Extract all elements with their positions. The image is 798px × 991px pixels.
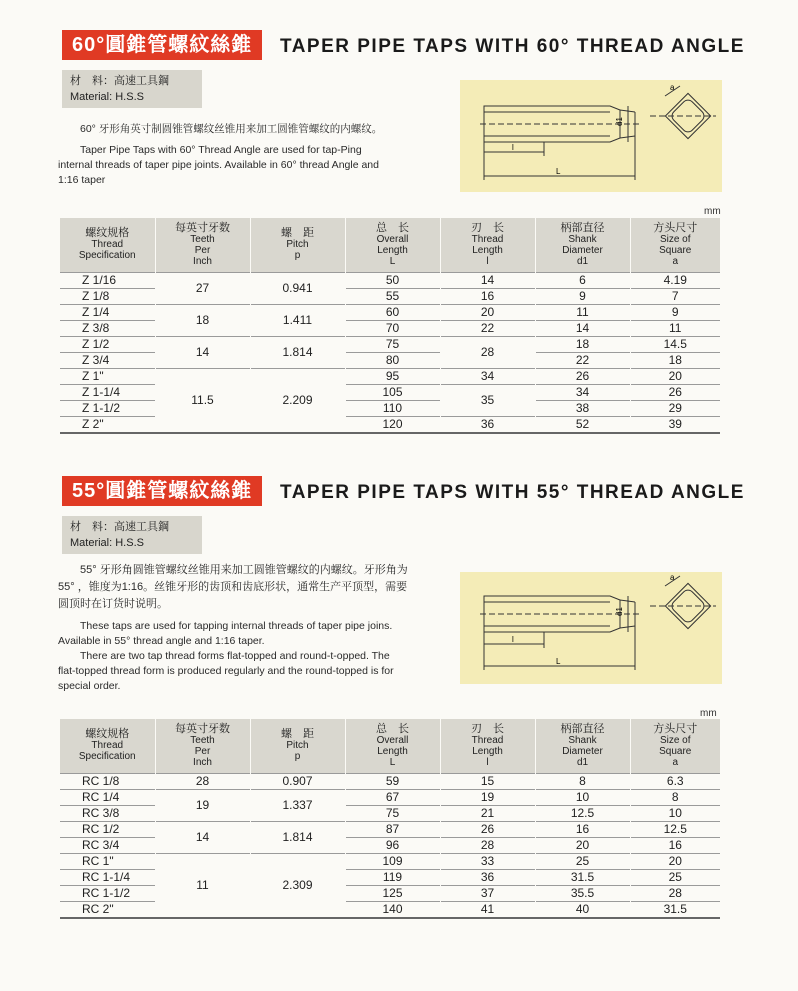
- column-header: [155, 218, 250, 272]
- cell-teeth: 14: [155, 336, 250, 368]
- header-line-cn: 螺纹规格: [85, 728, 130, 741]
- section2-unit: mm: [700, 708, 717, 719]
- cell-d1: 20: [535, 837, 630, 853]
- cell-l: 20: [440, 304, 535, 320]
- section2-diagram: [460, 572, 722, 684]
- header-line-cn: 刃 长: [471, 722, 504, 735]
- header-line-en: Thread: [471, 233, 504, 245]
- header-line-en: Thread: [471, 734, 504, 746]
- cell-d1: 10: [535, 789, 630, 805]
- section2-heading: TAPER PIPE TAPS WITH 55° THREAD ANGLE: [280, 482, 745, 503]
- cell-L: 109: [345, 853, 440, 869]
- cell-l: 15: [440, 773, 535, 789]
- cell-l: 14: [440, 272, 535, 288]
- header-line-en: Teeth: [190, 734, 215, 746]
- material-en: Material: H.S.S: [70, 91, 144, 103]
- header-line-sym: p: [294, 250, 301, 262]
- cell-a: 25: [630, 869, 720, 885]
- cell-a: 12.5: [630, 821, 720, 837]
- cell-l: 28: [440, 837, 535, 853]
- table-row: [60, 821, 720, 837]
- section2-spec-table: [60, 719, 720, 919]
- section1-description: [58, 122, 398, 194]
- cell-a: 20: [630, 853, 720, 869]
- cell-L: 50: [345, 272, 440, 288]
- header-line-sym: a: [672, 756, 679, 768]
- cell-L: 95: [345, 368, 440, 384]
- cell-l: 35: [440, 384, 535, 416]
- cell-L: 80: [345, 352, 440, 368]
- header-line-cn: 方头尺寸: [653, 221, 698, 234]
- cell-L: 120: [345, 416, 440, 433]
- column-header: [345, 218, 440, 272]
- cell-d1: 38: [535, 400, 630, 416]
- cell-teeth: 18: [155, 304, 250, 336]
- cell-spec: Z 1-1/4: [60, 384, 155, 400]
- cell-d1: 25: [535, 853, 630, 869]
- diagram-label-l: l: [512, 635, 514, 644]
- section1-diagram: [460, 80, 722, 192]
- cell-d1: 22: [535, 352, 630, 368]
- cell-l: 16: [440, 288, 535, 304]
- column-header: [440, 719, 535, 773]
- description-en-1: These taps are used for tapping internal threads of taper pipe joins. Available in 55° thread angle and 1:16 taper.: [58, 620, 393, 647]
- header-line-en: Teeth: [190, 233, 215, 245]
- cell-spec: RC 1/4: [60, 789, 155, 805]
- header-line-sym: L: [389, 255, 396, 267]
- section1-spec-table: [60, 218, 720, 434]
- cell-pitch: 0.941: [250, 272, 345, 304]
- header-line-cn: 方头尺寸: [653, 722, 698, 735]
- cell-a: 4.19: [630, 272, 720, 288]
- section1-heading: TAPER PIPE TAPS WITH 60° THREAD ANGLE: [280, 36, 745, 57]
- cell-d1: 12.5: [535, 805, 630, 821]
- header-line-sym: p: [294, 751, 301, 763]
- material-en: Material: H.S.S: [70, 537, 144, 549]
- header-line-en: Overall: [376, 233, 409, 245]
- column-header: [630, 218, 720, 272]
- cell-a: 18: [630, 352, 720, 368]
- cell-spec: Z 2": [60, 416, 155, 433]
- cell-a: 14.5: [630, 336, 720, 352]
- header-line-en: Overall: [376, 734, 409, 746]
- cell-teeth: 27: [155, 272, 250, 304]
- header-line-sym: d1: [576, 756, 589, 768]
- cell-l: 21: [440, 805, 535, 821]
- cell-l: 26: [440, 821, 535, 837]
- table-row: [60, 853, 720, 869]
- cell-teeth: 28: [155, 773, 250, 789]
- header-line-en: Size of: [659, 233, 691, 245]
- description-cn: 60° 牙形角英寸制圆锥管螺纹丝锥用来加工圆锥管螺纹的内螺纹。: [80, 123, 383, 135]
- cell-a: 7: [630, 288, 720, 304]
- cell-L: 55: [345, 288, 440, 304]
- cell-a: 29: [630, 400, 720, 416]
- column-header: [440, 218, 535, 272]
- header-line-en: Pitch: [286, 740, 309, 752]
- table-row: [60, 789, 720, 805]
- header-line-en2: Length: [377, 244, 408, 256]
- cell-L: 67: [345, 789, 440, 805]
- header-line-sym: L: [389, 756, 396, 768]
- column-header: [535, 719, 630, 773]
- header-line-sym: Inch: [193, 756, 212, 768]
- header-line-en: Shank: [568, 233, 597, 245]
- cell-L: 70: [345, 320, 440, 336]
- cell-pitch: 1.337: [250, 789, 345, 821]
- cell-d1: 6: [535, 272, 630, 288]
- column-header: [345, 719, 440, 773]
- cell-spec: Z 1-1/2: [60, 400, 155, 416]
- description-en-2: There are two tap thread forms flat-topped and round-t-opped. The flat-topped thread form is produced regularly and the round-topped is for special order.: [58, 650, 394, 692]
- header-line-en2: Per: [194, 745, 211, 757]
- diagram-label-l: l: [512, 143, 514, 152]
- cell-a: 11: [630, 320, 720, 336]
- cell-a: 39: [630, 416, 720, 433]
- cell-spec: RC 1/8: [60, 773, 155, 789]
- cell-pitch: 1.814: [250, 821, 345, 853]
- cell-l: 37: [440, 885, 535, 901]
- section2-material-box: [62, 516, 202, 554]
- header-line-sym: Inch: [193, 255, 212, 267]
- header-line-sym: l: [486, 255, 489, 267]
- cell-l: 41: [440, 901, 535, 918]
- cell-d1: 8: [535, 773, 630, 789]
- header-line-cn: 螺 距: [281, 227, 314, 240]
- cell-a: 16: [630, 837, 720, 853]
- cell-pitch: 2.309: [250, 853, 345, 918]
- column-header: [60, 218, 155, 272]
- cell-l: 28: [440, 336, 535, 368]
- section1-badge: 60°圓錐管螺紋絲錐: [62, 30, 262, 60]
- cell-spec: RC 2": [60, 901, 155, 918]
- cell-l: 34: [440, 368, 535, 384]
- header-line-en2: Length: [377, 745, 408, 757]
- cell-spec: Z 1/2: [60, 336, 155, 352]
- diagram-label-L: L: [556, 657, 561, 666]
- header-line-en2: Diameter: [562, 745, 603, 757]
- tap-drawing: [460, 80, 722, 192]
- column-header: [630, 719, 720, 773]
- cell-spec: RC 1-1/2: [60, 885, 155, 901]
- material-cn: 材 料：高速工具鋼: [70, 75, 169, 87]
- cell-L: 110: [345, 400, 440, 416]
- header-line-en2: Specification: [78, 751, 136, 763]
- cell-pitch: 1.814: [250, 336, 345, 368]
- cell-a: 20: [630, 368, 720, 384]
- column-header: [535, 218, 630, 272]
- cell-spec: Z 1/4: [60, 304, 155, 320]
- header-line-cn: 柄部直径: [560, 722, 605, 735]
- diagram-label-d1: d1: [615, 117, 624, 126]
- cell-L: 140: [345, 901, 440, 918]
- header-line-sym: a: [672, 255, 679, 267]
- diagram-label-a: a: [670, 573, 675, 582]
- section1-unit: mm: [704, 206, 721, 217]
- header-line-cn: 每英寸牙数: [175, 722, 230, 735]
- cell-d1: 14: [535, 320, 630, 336]
- cell-teeth: 14: [155, 821, 250, 853]
- header-line-en: Pitch: [286, 239, 309, 251]
- cell-a: 28: [630, 885, 720, 901]
- cell-spec: Z 1/16: [60, 272, 155, 288]
- header-line-en: Thread: [91, 239, 124, 251]
- material-cn: 材 料：高速工具鋼: [70, 521, 169, 533]
- table-row: [60, 304, 720, 320]
- cell-d1: 35.5: [535, 885, 630, 901]
- cell-L: 125: [345, 885, 440, 901]
- cell-spec: RC 1": [60, 853, 155, 869]
- cell-pitch: 2.209: [250, 368, 345, 433]
- section2-badge: 55°圓錐管螺紋絲錐: [62, 476, 262, 506]
- header-line-cn: 总 长: [376, 722, 409, 735]
- header-line-cn: 总 长: [376, 221, 409, 234]
- cell-L: 96: [345, 837, 440, 853]
- cell-spec: RC 1/2: [60, 821, 155, 837]
- cell-spec: Z 3/8: [60, 320, 155, 336]
- cell-a: 8: [630, 789, 720, 805]
- cell-L: 59: [345, 773, 440, 789]
- header-line-sym: d1: [576, 255, 589, 267]
- cell-spec: Z 1": [60, 368, 155, 384]
- table-row: [60, 336, 720, 352]
- cell-d1: 16: [535, 821, 630, 837]
- cell-L: 87: [345, 821, 440, 837]
- header-line-en2: Length: [472, 745, 503, 757]
- diagram-label-a: a: [670, 83, 675, 92]
- header-line-sym: l: [486, 756, 489, 768]
- header-line-cn: 螺纹规格: [85, 227, 130, 240]
- header-line-en2: Per: [194, 244, 211, 256]
- header-line-en2: Specification: [78, 250, 136, 262]
- cell-d1: 9: [535, 288, 630, 304]
- cell-l: 22: [440, 320, 535, 336]
- cell-a: 9: [630, 304, 720, 320]
- cell-L: 105: [345, 384, 440, 400]
- cell-d1: 52: [535, 416, 630, 433]
- table-header-row: [60, 218, 720, 272]
- header-line-cn: 螺 距: [281, 728, 314, 741]
- section2-description: [58, 562, 408, 700]
- cell-l: 36: [440, 869, 535, 885]
- tap-drawing: [460, 572, 722, 684]
- cell-d1: 40: [535, 901, 630, 918]
- cell-spec: Z 1/8: [60, 288, 155, 304]
- table-row: [60, 773, 720, 789]
- diagram-label-d1: d1: [615, 607, 624, 616]
- description-cn: 55° 牙形角圆锥管螺纹丝锥用来加工圆锥管螺纹的内螺纹。牙形角为55° ，锥度为1:16。丝锥牙形的齿顶和齿底形状，通常生产平顶型，需要圆顶时在订货时说明。: [58, 564, 408, 610]
- cell-L: 75: [345, 336, 440, 352]
- column-header: [60, 719, 155, 773]
- cell-spec: RC 3/4: [60, 837, 155, 853]
- header-line-en: Shank: [568, 734, 597, 746]
- description-en: Taper Pipe Taps with 60° Thread Angle are used for tap-Ping internal threads of taper pipe joints. Available in 60° thread Angle and 1:16 taper: [58, 144, 379, 186]
- cell-a: 31.5: [630, 901, 720, 918]
- table-row: [60, 368, 720, 384]
- cell-l: 36: [440, 416, 535, 433]
- header-line-en2: Diameter: [562, 244, 603, 256]
- cell-d1: 31.5: [535, 869, 630, 885]
- cell-L: 60: [345, 304, 440, 320]
- column-header: [250, 719, 345, 773]
- header-line-en2: Length: [472, 244, 503, 256]
- cell-teeth: 11.5: [155, 368, 250, 433]
- section1-material-box: [62, 70, 202, 108]
- cell-teeth: 19: [155, 789, 250, 821]
- cell-pitch: 1.411: [250, 304, 345, 336]
- header-line-en2: Square: [659, 745, 692, 757]
- header-line-cn: 刃 长: [471, 221, 504, 234]
- header-line-en: Size of: [659, 734, 691, 746]
- table-row: [60, 272, 720, 288]
- header-line-cn: 每英寸牙数: [175, 221, 230, 234]
- cell-spec: RC 1-1/4: [60, 869, 155, 885]
- cell-d1: 11: [535, 304, 630, 320]
- cell-L: 119: [345, 869, 440, 885]
- cell-d1: 18: [535, 336, 630, 352]
- cell-a: 26: [630, 384, 720, 400]
- column-header: [250, 218, 345, 272]
- table-header-row: [60, 719, 720, 773]
- cell-teeth: 11: [155, 853, 250, 918]
- cell-pitch: 0.907: [250, 773, 345, 789]
- cell-l: 33: [440, 853, 535, 869]
- diagram-label-L: L: [556, 167, 561, 176]
- header-line-en2: Square: [659, 244, 692, 256]
- cell-a: 10: [630, 805, 720, 821]
- cell-spec: Z 3/4: [60, 352, 155, 368]
- cell-L: 75: [345, 805, 440, 821]
- cell-d1: 26: [535, 368, 630, 384]
- header-line-en: Thread: [91, 740, 124, 752]
- cell-d1: 34: [535, 384, 630, 400]
- cell-l: 19: [440, 789, 535, 805]
- cell-spec: RC 3/8: [60, 805, 155, 821]
- column-header: [155, 719, 250, 773]
- header-line-cn: 柄部直径: [560, 221, 605, 234]
- cell-a: 6.3: [630, 773, 720, 789]
